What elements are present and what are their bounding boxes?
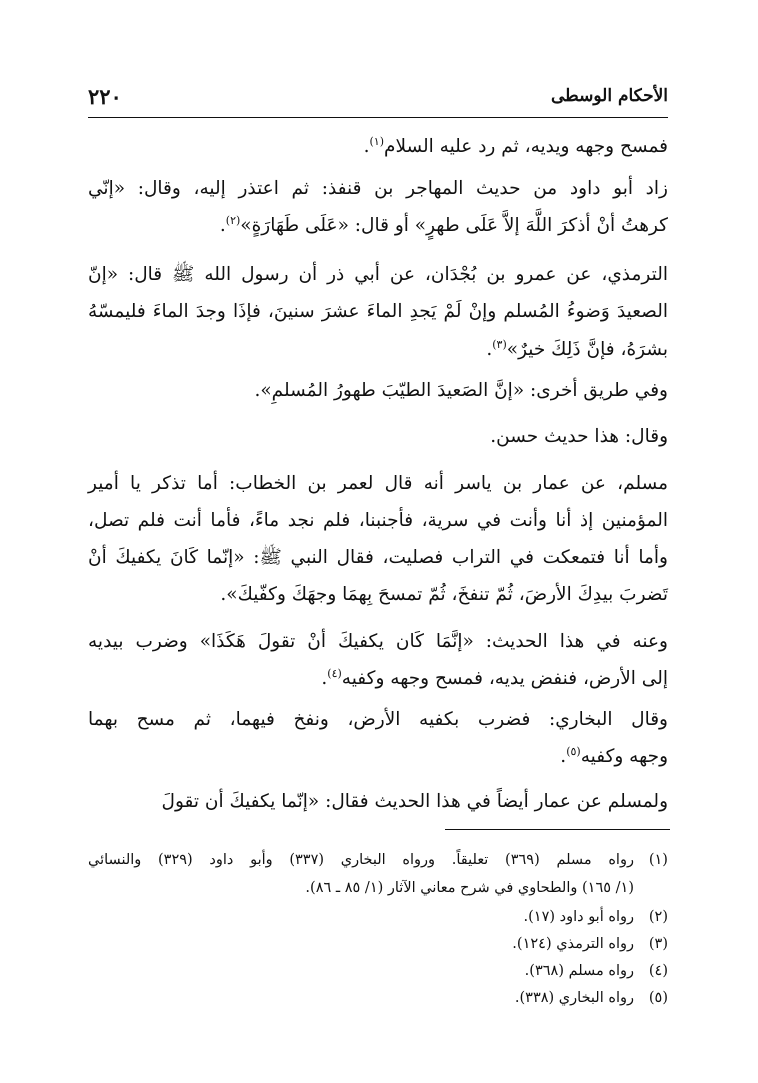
line-end: . [363, 136, 370, 157]
body-line: تَضربَ بيدِكَ الأرضَ، ثُمّ تنفخَ، ثُمّ تمسحَ بِهمَا وجهَكَ وكفّيكَ». [220, 584, 668, 605]
body-line: الصعيدَ وَضوءُ المُسلم وإنْ لَمْ يَجدِ الماءَ عشرَ سنينَ، فإذَا وجدَ الماءَ فليمسّهُ [88, 301, 668, 322]
body-line: وقال البخاري: فضرب بكفيه الأرض، ونفخ فيهما، ثم مسح بهما [88, 709, 668, 730]
footnote-4 [88, 959, 668, 983]
body-line: المؤمنين إذ أنا وأنت في سرية، فأجنبنا، فلم نجد ماءً، فأما أنت فلم تصل، [88, 510, 668, 531]
body-line [88, 743, 668, 771]
line-text: وجهه وكفيه [580, 746, 668, 767]
header-rule [88, 117, 668, 118]
footnote-ref: (١) [369, 134, 384, 148]
line-text: إلى الأرض، فنفض يديه، فمسح وجهه وكفيه [341, 668, 668, 689]
footnote-text: رواه الترمذي (١٢٤). [512, 936, 634, 952]
body-line: زاد أبو داود من حديث المهاجر بن قنفذ: ثم اعتذر إليه، وقال: «إنّي [88, 178, 668, 199]
page-header [88, 82, 668, 112]
line-text: كرهتُ أنْ أذكرَ اللَّهَ إلاَّ عَلَى طهرٍ» أو قال: «عَلَى طَهَارَةٍ» [240, 215, 668, 236]
footnote-text: رواه مسلم (٣٦٩) تعليقاً. ورواه البخاري (٣٣٧) وأبو داود (٣٢٩) والنسائي [88, 852, 634, 868]
line-end: . [321, 668, 328, 689]
line-text: فمسح وجهه ويديه، ثم رد عليه السلام [384, 136, 668, 157]
body-line: وفي طريق أخرى: «إنَّ الصَعيدَ الطيّبَ طهورُ المُسلمِ». [254, 380, 668, 401]
running-title: الأحكام الوسطى [551, 86, 668, 106]
footnote-ref: (٣) [492, 337, 507, 351]
footnote-rule [445, 829, 670, 830]
body-line [88, 212, 668, 240]
line-text: بشرَهُ، فإنَّ ذَلِكَ خيرٌ» [506, 339, 668, 360]
footnote-text: رواه أبو داود (١٧). [523, 909, 634, 925]
footnote-text: (١/ ١٦٥) والطحاوي في شرح معاني الآثار (١/ ٨٥ ـ ٨٦). [305, 880, 634, 896]
body-line: مسلم، عن عمار بن ياسر أنه قال لعمر بن الخطاب: أما تذكر يا أمير [88, 473, 668, 494]
footnote-5 [88, 986, 668, 1010]
body-line: وقال: هذا حديث حسن. [490, 426, 668, 447]
body-line [88, 665, 668, 693]
footnote-text: رواه البخاري (٣٣٨). [514, 990, 634, 1006]
body-line: وأما أنا فتمعكت في التراب فصليت، فقال النبي ﷺ: «إنّما كَانَ يكفيكَ أنْ [88, 547, 668, 568]
body-line: ولمسلم عن عمار أيضاً في هذا الحديث فقال: «إنّما يكفيكَ أن تقولَ [161, 791, 668, 812]
footnote-2 [88, 905, 668, 929]
body-line [88, 133, 668, 161]
footnote-ref: (٢) [225, 213, 241, 227]
footnote-1 [88, 848, 668, 872]
body-line [88, 336, 668, 364]
line-end: . [486, 339, 493, 360]
footnote-number: (١) [648, 852, 668, 868]
footnote-text: رواه مسلم (٣٦٨). [524, 963, 634, 979]
footnote-3 [88, 932, 668, 956]
footnote-number: (٢) [648, 909, 668, 925]
body-line: الترمذي، عن عمرو بن بُجْدَان، عن أبي ذر أن رسول الله ﷺ قال: «إنّ [88, 264, 668, 285]
footnote-number: (٤) [648, 963, 668, 979]
footnote-ref: (٤) [327, 666, 342, 680]
body-line: وعنه في هذا الحديث: «إنَّمَا كَان يكفيكَ أنْ تقولَ هَكَذَا» وضرب بيديه [88, 631, 668, 652]
line-end: . [219, 215, 226, 236]
footnote-1-cont [88, 876, 668, 900]
page-number: ٢٢٠ [88, 84, 122, 109]
line-end: . [560, 746, 567, 767]
footnote-ref: (٥) [566, 744, 581, 758]
footnote-number: (٣) [648, 936, 668, 952]
footnote-number: (٥) [648, 990, 668, 1006]
